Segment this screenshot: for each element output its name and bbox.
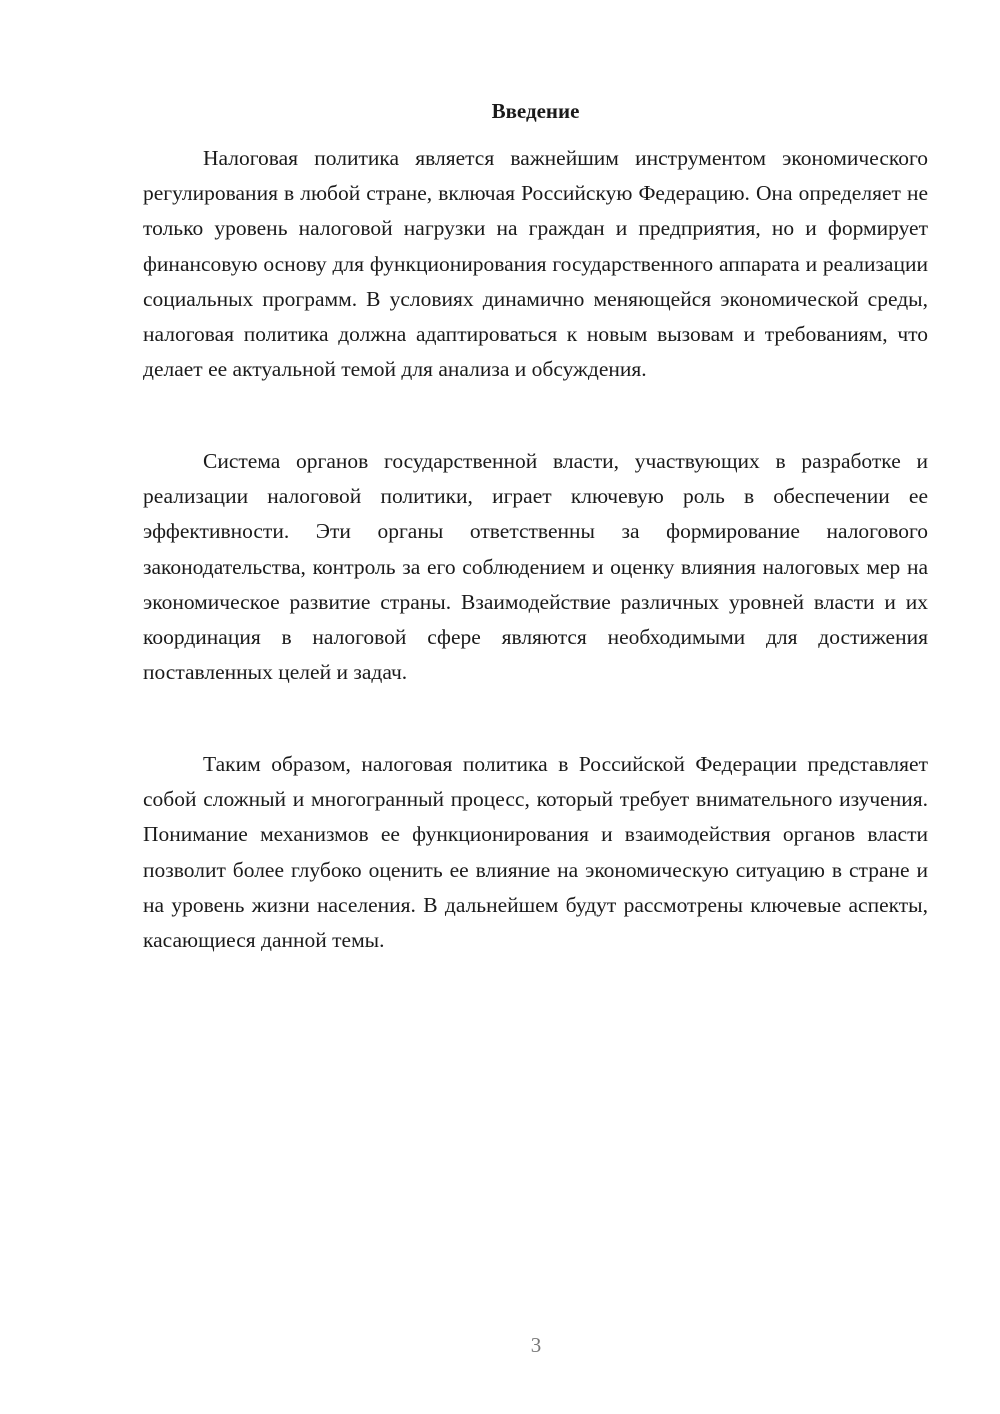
page-number: 3 (530, 1333, 542, 1357)
paragraph-2: Система органов государственной власти, участвующих в разработке и реализации налоговой политики, играет ключевую роль в обеспечении ее эффективности. Эти органы ответственны за формирование налогового законодательства, контроль за его соблюдением и оценку влияния налоговых мер на экономическое развитие страны. Взаимодействие различных уровней власти и их координация в налоговой сфере являются необходимыми для достижения поставленных целей и задач. (143, 449, 928, 685)
paragraph-1: Налоговая политика является важнейшим инструментом экономического регулирования в любой стране, включая Российскую Федерацию. Она определяет не только уровень налоговой нагрузки на граждан и предприятия, но и формирует финансовую основу для функционирования государственного аппарата и реализации социальных программ. В условиях динамично меняющейся экономической среды, налоговая политика должна адаптироваться к новым вызовам и требованиям, что делает ее актуальной темой для анализа и обсуждения. (143, 146, 928, 382)
section-title: Введение (491, 99, 580, 123)
paragraph-3: Таким образом, налоговая политика в Российской Федерации представляет собой сложный и многогранный процесс, который требует внимательного изучения. Понимание механизмов ее функционирования и взаимодействия органов власти позволит более глубоко оценить ее влияние на экономическую ситуацию в стране и на уровень жизни населения. В дальнейшем будут рассмотрены ключевые аспекты, касающиеся данной темы. (143, 752, 928, 953)
